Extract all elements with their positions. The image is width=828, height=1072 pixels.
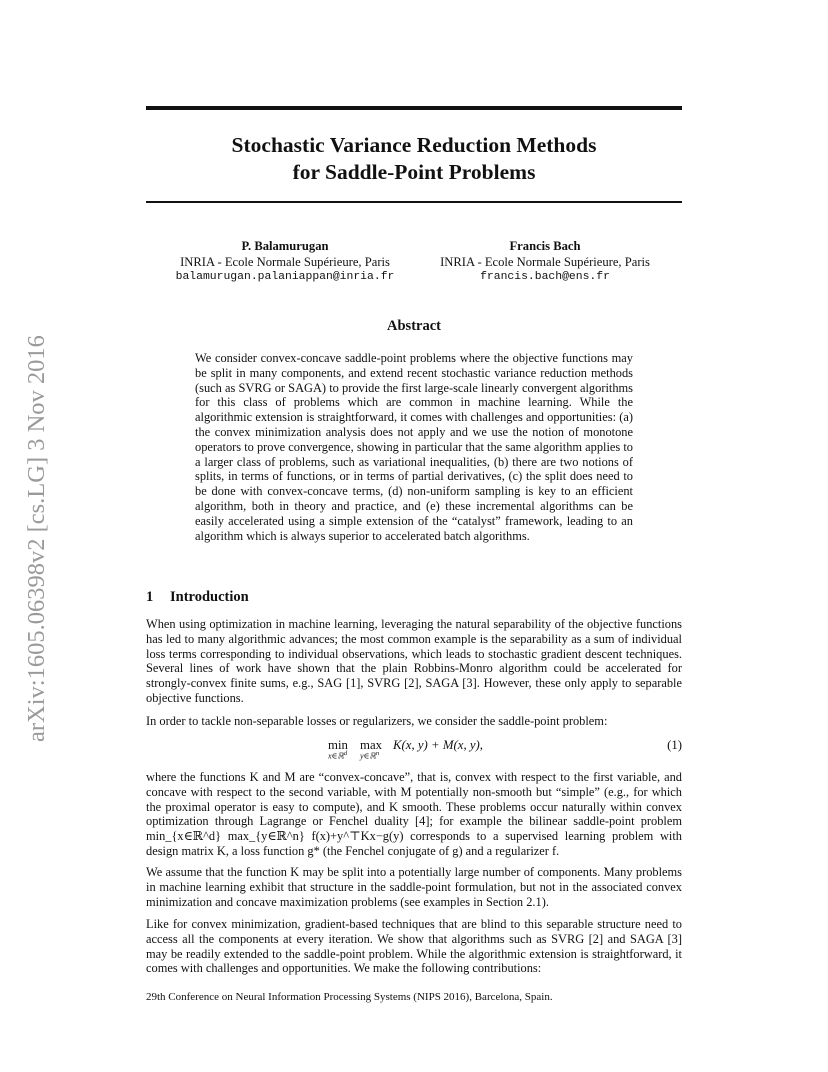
equation-max: max y∈ℝ$^n$ — [360, 738, 383, 761]
paragraph-3: where the functions K and M are “convex-concave”, that is, convex with respect to the first variable, and concave with respect to the second variable, with M potentially non-smooth but “simple” (e.g., for which the proximal operator is easy to compute), and K smooth. These problems occur naturally within convex optimization through Lagrange or Fenchel duality [4]; for example the bilinear saddle-point problem min_{x∈ℝ^d} max_{y∈ℝ^n} f(x)+y^⊤Kx−g(y) corresponds to a supervised learning problem with design matrix K, a loss function g* (the Fenchel conjugate of g) and a regularizer f. — [146, 770, 682, 858]
equation-1 — [146, 738, 682, 764]
paragraph-4: We assume that the function K may be split into a potentially large number of components. Many problems in machine learning exhibit that structure in the saddle-point formulation, but not in the associated convex minimization and concave maximization problems (see examples in Section 2.1). — [146, 865, 682, 909]
title-line-1: Stochastic Variance Reduction Methods — [231, 133, 597, 157]
author-name: P. Balamurugan — [241, 239, 329, 253]
title-line-2: for Saddle-Point Problems — [292, 160, 536, 184]
author-affiliation: INRIA - Ecole Normale Supérieure, Paris — [180, 254, 390, 269]
arxiv-identifier[interactable]: arXiv:1605.06398v2 [cs.LG] 3 Nov 2016 — [23, 335, 50, 742]
abstract-heading: Abstract — [387, 318, 441, 334]
conference-footer: 29th Conference on Neural Information Processing Systems (NIPS 2016), Barcelona, Spain. — [146, 991, 553, 1003]
author-affiliation: INRIA - Ecole Normale Supérieure, Paris — [440, 254, 650, 269]
paragraph-5: Like for convex minimization, gradient-based techniques that are blind to this separable structure need to access all the components at every iteration. We show that algorithms such as SVRG [2] and SAGA [3] may be readily extended to the saddle-point problem. While the algorithmic extension is straightforward, it comes with challenges and opportunities. We make the following contributions: — [146, 917, 682, 976]
paragraph-1: When using optimization in machine learning, leveraging the natural separability of the objective functions has led to many algorithmic advances; the most common example is the separability as a sum of individual loss terms corresponding to individual observations, which leads to stochastic gradient descent techniques. Several lines of work have shown that the plain Robbins-Monro algorithm could be accelerated for strongly-convex finite sums, e.g., SAG [1], SVRG [2], SAGA [3]. However, these only apply to separable objective functions. — [146, 617, 682, 705]
author-email[interactable]: balamurugan.palaniappan@inria.fr — [175, 271, 395, 283]
section-number: 1 — [146, 589, 154, 605]
title-bottom-rule — [146, 201, 682, 203]
equation-number: (1) — [667, 738, 682, 752]
author-block-1 — [164, 239, 406, 286]
author-email[interactable]: francis.bach@ens.fr — [480, 271, 610, 283]
equation-min: min x∈ℝ$^d$ — [328, 738, 348, 761]
title-top-rule — [146, 106, 682, 110]
author-block-2 — [424, 239, 666, 286]
paper-title — [146, 132, 682, 186]
abstract-text: We consider convex-concave saddle-point problems where the objective functions may be split in many components, and extend recent stochastic variance reduction methods (such as SVRG or SAGA) to provide the first large-scale linearly convergent algorithms for this class of problems which are common in machine learning. While the algorithmic extension is straightforward, it comes with challenges and opportunities: (a) the convex minimization analysis does not apply and we use the notion of monotone operators to prove convergence, showing in particular that the same algorithm applies to a larger class of problems, such as variational inequalities, (b) there are two notions of splits, in terms of functions, or in terms of partial derivatives, (c) the split does need to be done with convex-concave terms, (d) non-uniform sampling is key to an efficient algorithm, both in theory and practice, and (e) these incremental algorithms can be easily accelerated using a simple extension of the “catalyst” framework, leading to an algorithm which is always superior to accelerated batch algorithms. — [195, 351, 633, 543]
equation-body: K(x, y) + M(x, y), — [393, 738, 483, 752]
section-title: Introduction — [170, 589, 249, 605]
author-name: Francis Bach — [509, 239, 581, 253]
paragraph-2: In order to tackle non-separable losses or regularizers, we consider the saddle-point problem: — [146, 714, 608, 728]
section-heading — [146, 589, 249, 606]
